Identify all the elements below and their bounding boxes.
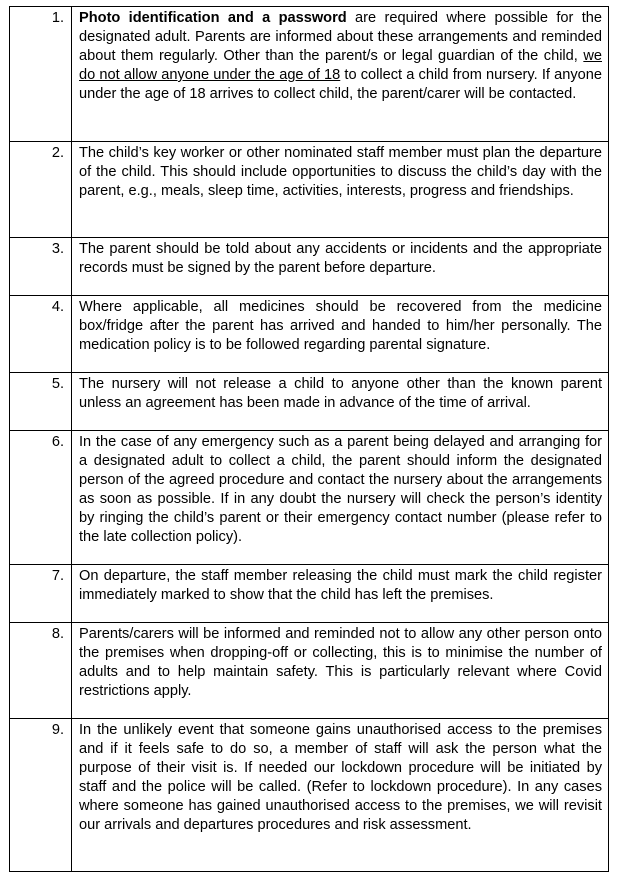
item-text-bold: Photo identification and a password — [79, 10, 347, 26]
item-number: 3. — [10, 238, 72, 296]
item-text: On departure, the staff member releasing the child must mark the child register immediately marked to show that the child has left the premises. — [72, 565, 609, 623]
item-text — [72, 7, 609, 142]
item-number: 5. — [10, 373, 72, 431]
policy-document — [9, 6, 609, 872]
item-number: 8. — [10, 623, 72, 719]
item-text: The parent should be told about any accidents or incidents and the appropriate records must be signed by the parent before departure. — [72, 238, 609, 296]
item-number: 4. — [10, 296, 72, 373]
table-row — [10, 7, 609, 142]
item-text-part: are required where possible for the designated adult. Parents are informed about these arrangements and reminded about them regularly. Other than the parent/s or legal guardian of the child, — [79, 10, 603, 64]
table-row — [10, 373, 609, 431]
table-row — [10, 238, 609, 296]
item-text: The child’s key worker or other nominated staff member must plan the departure of the child. This should include opportunities to discuss the child’s day with the parent, e.g., meals, sleep time, activities, interests, progress and friendships. — [72, 142, 609, 238]
item-text: The nursery will not release a child to anyone other than the known parent unless an agreement has been made in advance of the time of arrival. — [72, 373, 609, 431]
table-row — [10, 623, 609, 719]
table-row — [10, 565, 609, 623]
item-number: 9. — [10, 719, 72, 872]
item-number: 2. — [10, 142, 72, 238]
item-number: 7. — [10, 565, 72, 623]
item-text-underlined: we do not allow anyone under the age of 18 — [79, 48, 602, 83]
table-row — [10, 296, 609, 373]
item-text: Parents/carers will be informed and reminded not to allow any other person onto the premises when dropping-off or collecting, this is to minimise the number of adults and to help maintain safety. This is particularly relevant where Covid restrictions apply. — [72, 623, 609, 719]
table-row — [10, 142, 609, 238]
item-text: In the unlikely event that someone gains unauthorised access to the premises and if it feels safe to do so, a member of staff will ask the person what the purpose of their visit is. If needed our lockdown procedure will be initiated by staff and the police will be called. (Refer to lockdown procedure). In any cases where someone has gained unauthorised access to the premises, we will revisit our arrivals and departures procedures and risk assessment. — [72, 719, 609, 872]
procedure-table — [9, 6, 609, 872]
item-text: Where applicable, all medicines should be recovered from the medicine box/fridge after the parent has arrived and handed to him/her personally. The medication policy is to be followed regarding parental signature. — [72, 296, 609, 373]
item-text-part: to collect a child from nursery. If anyone under the age of 18 arrives to collect child, the parent/carer will be contacted. — [79, 67, 602, 102]
table-row — [10, 719, 609, 872]
item-number: 6. — [10, 431, 72, 565]
item-number: 1. — [10, 7, 72, 142]
table-row — [10, 431, 609, 565]
item-text: In the case of any emergency such as a parent being delayed and arranging for a designated adult to collect a child, the parent should inform the designated person of the agreed procedure and contact the nursery about the arrangements as soon as possible. If in any doubt the nursery will check the person’s identity by ringing the child’s parent or their emergency contact number (please refer to the late collection policy). — [72, 431, 609, 565]
